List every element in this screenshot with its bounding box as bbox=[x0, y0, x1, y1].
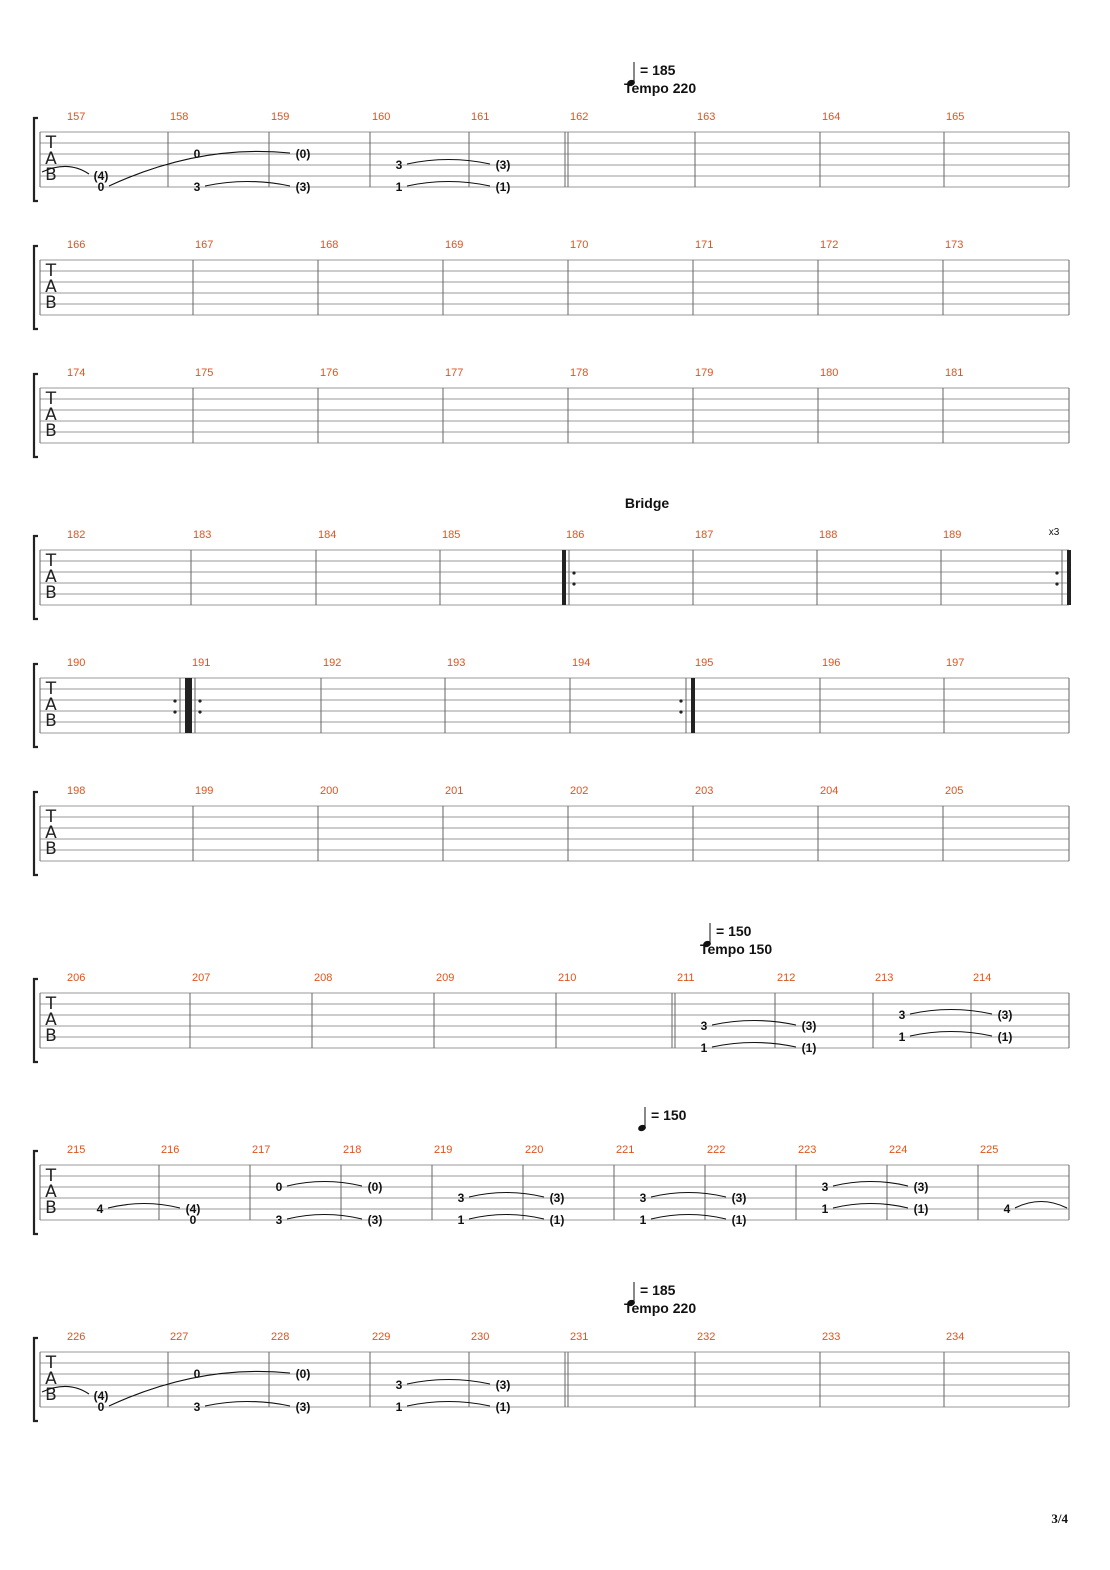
measure-number: 198 bbox=[67, 785, 86, 797]
page-number: 3/4 bbox=[1051, 1511, 1068, 1526]
tab-clef-letter: B bbox=[45, 711, 57, 731]
measure-number: 173 bbox=[945, 239, 964, 251]
fret-number: 3 bbox=[457, 1191, 465, 1205]
system-bracket bbox=[34, 118, 38, 201]
fret-number: (3) bbox=[997, 1008, 1013, 1022]
measure-number: 222 bbox=[707, 1144, 726, 1156]
measure-number: 169 bbox=[445, 239, 464, 251]
measure-number: 205 bbox=[945, 785, 964, 797]
fret-number: (4) bbox=[93, 1389, 109, 1403]
fret-number: (4) bbox=[93, 169, 109, 183]
system-bracket bbox=[34, 1151, 38, 1234]
tie-arc bbox=[712, 1043, 796, 1048]
tie-arc bbox=[651, 1215, 726, 1220]
fret-number: 4 bbox=[96, 1202, 104, 1216]
fret-number: 3 bbox=[821, 1180, 829, 1194]
measure-number: 203 bbox=[695, 785, 714, 797]
tempo-bpm: = 185 bbox=[640, 62, 676, 78]
fret-number: (1) bbox=[495, 180, 511, 194]
measure-number: 210 bbox=[558, 972, 577, 984]
measure-number: 230 bbox=[471, 1331, 490, 1343]
tab-clef-letter: T bbox=[45, 389, 57, 409]
tab-clef-letter: T bbox=[45, 994, 57, 1014]
repeat-dot bbox=[1055, 571, 1058, 574]
measure-number: 234 bbox=[946, 1331, 965, 1343]
tie-arc bbox=[205, 1402, 290, 1407]
measure-number: 208 bbox=[314, 972, 333, 984]
measure-number: 172 bbox=[820, 239, 839, 251]
fret-number: (3) bbox=[801, 1019, 817, 1033]
tab-clef-letter: B bbox=[45, 839, 57, 859]
tie-arc bbox=[407, 160, 490, 165]
fret-number: 1 bbox=[639, 1213, 647, 1227]
measure-number: 191 bbox=[192, 657, 211, 669]
measure-number: 221 bbox=[616, 1144, 635, 1156]
tie-arc bbox=[469, 1193, 544, 1198]
tab-clef-letter: A bbox=[45, 405, 57, 425]
measure-number: 181 bbox=[945, 367, 964, 379]
tie-arc bbox=[833, 1182, 908, 1187]
tab-clef-letter: A bbox=[45, 277, 57, 297]
fret-number: 3 bbox=[395, 158, 403, 172]
fret-number: 0 bbox=[193, 147, 201, 161]
measure-number: 164 bbox=[822, 111, 841, 123]
repeat-dot bbox=[198, 710, 201, 713]
tab-clef-letter: B bbox=[45, 1385, 57, 1405]
measure-number: 199 bbox=[195, 785, 214, 797]
tab-clef-letter: B bbox=[45, 293, 57, 313]
tie-arc bbox=[205, 182, 290, 187]
tab-clef-letter: B bbox=[45, 1198, 57, 1218]
fret-number: (3) bbox=[495, 1378, 511, 1392]
tab-clef-letter: T bbox=[45, 679, 57, 699]
repeat-dot bbox=[173, 710, 176, 713]
tab-clef-letter: A bbox=[45, 823, 57, 843]
measure-number: 163 bbox=[697, 111, 716, 123]
tab-clef-letter: A bbox=[45, 695, 57, 715]
tie-arc bbox=[407, 1402, 490, 1407]
repeat-dot bbox=[679, 710, 682, 713]
measure-number: 225 bbox=[980, 1144, 999, 1156]
fret-number: (3) bbox=[367, 1213, 383, 1227]
fret-number: (0) bbox=[295, 1367, 311, 1381]
fret-number: (0) bbox=[367, 1180, 383, 1194]
tie-arc-outgoing bbox=[1015, 1202, 1067, 1209]
measure-number: 196 bbox=[822, 657, 841, 669]
measure-number: 159 bbox=[271, 111, 290, 123]
tie-arc bbox=[108, 1204, 180, 1209]
measure-number: 227 bbox=[170, 1331, 189, 1343]
fret-number: 1 bbox=[898, 1030, 906, 1044]
tie-arc bbox=[407, 182, 490, 187]
measure-number: 165 bbox=[946, 111, 965, 123]
measure-number: 213 bbox=[875, 972, 894, 984]
fret-number: (3) bbox=[731, 1191, 747, 1205]
fret-number: 1 bbox=[457, 1213, 465, 1227]
section-marker: Bridge bbox=[624, 495, 670, 511]
measure-number: 189 bbox=[943, 529, 962, 541]
system-bracket bbox=[34, 536, 38, 619]
fret-number: (1) bbox=[801, 1041, 817, 1055]
measure-number: 211 bbox=[677, 972, 695, 984]
fret-number: 1 bbox=[395, 180, 403, 194]
repeat-dot bbox=[679, 699, 682, 702]
repeat-end-thick bbox=[185, 678, 189, 733]
measure-number: 201 bbox=[445, 785, 464, 797]
tie-arc bbox=[287, 1182, 362, 1187]
tempo-bpm: = 185 bbox=[640, 1282, 676, 1298]
tempo-label: Tempo 220 bbox=[624, 1300, 697, 1316]
measure-number: 206 bbox=[67, 972, 86, 984]
tab-system bbox=[34, 923, 1069, 1062]
measure-number: 177 bbox=[445, 367, 464, 379]
fret-number: (4) bbox=[185, 1202, 201, 1216]
fret-number: 0 bbox=[97, 1400, 105, 1414]
measure-number: 185 bbox=[442, 529, 461, 541]
tab-clef-letter: T bbox=[45, 807, 57, 827]
measure-number: 231 bbox=[570, 1331, 589, 1343]
measure-number: 168 bbox=[320, 239, 339, 251]
fret-number: 0 bbox=[189, 1213, 197, 1227]
fret-number: 3 bbox=[193, 1400, 201, 1414]
system-bracket bbox=[34, 1338, 38, 1421]
measure-number: 195 bbox=[695, 657, 714, 669]
tab-clef-letter: A bbox=[45, 1182, 57, 1202]
fret-number: 0 bbox=[193, 1367, 201, 1381]
measure-number: 160 bbox=[372, 111, 391, 123]
fret-number: 3 bbox=[275, 1213, 283, 1227]
fret-number: (3) bbox=[295, 1400, 311, 1414]
tempo-bpm: = 150 bbox=[716, 923, 752, 939]
measure-number: 202 bbox=[570, 785, 589, 797]
tab-system bbox=[34, 367, 1069, 457]
measure-number: 228 bbox=[271, 1331, 290, 1343]
tie-arc bbox=[287, 1215, 362, 1220]
fret-number: 1 bbox=[700, 1041, 708, 1055]
tempo-label: Tempo 150 bbox=[700, 941, 773, 957]
measure-number: 175 bbox=[195, 367, 214, 379]
system-bracket bbox=[34, 979, 38, 1062]
tab-system bbox=[34, 1107, 1069, 1234]
measure-number: 232 bbox=[697, 1331, 716, 1343]
measure-number: 217 bbox=[252, 1144, 271, 1156]
fret-number: (3) bbox=[913, 1180, 929, 1194]
measure-number: 229 bbox=[372, 1331, 391, 1343]
measure-number: 233 bbox=[822, 1331, 841, 1343]
measure-number: 212 bbox=[777, 972, 796, 984]
measure-number: 219 bbox=[434, 1144, 453, 1156]
measure-number: 226 bbox=[67, 1331, 86, 1343]
repeat-dot bbox=[572, 582, 575, 585]
fret-number: 3 bbox=[700, 1019, 708, 1033]
fret-number: 3 bbox=[193, 180, 201, 194]
fret-number: (1) bbox=[997, 1030, 1013, 1044]
repeat-end-thick bbox=[691, 678, 695, 733]
measure-number: 216 bbox=[161, 1144, 180, 1156]
repeat-dot bbox=[572, 571, 575, 574]
tempo-label: Tempo 220 bbox=[624, 80, 697, 96]
measure-number: 218 bbox=[343, 1144, 362, 1156]
tie-arc bbox=[469, 1215, 544, 1220]
measure-number: 193 bbox=[447, 657, 466, 669]
tempo-bpm: = 150 bbox=[651, 1107, 687, 1123]
measure-number: 197 bbox=[946, 657, 965, 669]
measure-number: 190 bbox=[67, 657, 86, 669]
measure-number: 179 bbox=[695, 367, 714, 379]
tie-arc bbox=[833, 1204, 908, 1209]
measure-number: 161 bbox=[471, 111, 490, 123]
tab-clef-letter: T bbox=[45, 1353, 57, 1373]
repeat-count: x3 bbox=[1048, 527, 1060, 538]
tie-arc bbox=[407, 1380, 490, 1385]
measure-number: 220 bbox=[525, 1144, 544, 1156]
measure-number: 180 bbox=[820, 367, 839, 379]
fret-number: 4 bbox=[1003, 1202, 1011, 1216]
tab-clef-letter: T bbox=[45, 551, 57, 571]
tab-clef-letter: T bbox=[45, 133, 57, 153]
tab-clef-letter: A bbox=[45, 567, 57, 587]
system-bracket bbox=[34, 246, 38, 329]
tab-system bbox=[34, 239, 1069, 329]
fret-number: 1 bbox=[821, 1202, 829, 1216]
measure-number: 187 bbox=[695, 529, 714, 541]
system-bracket bbox=[34, 792, 38, 875]
measure-number: 162 bbox=[570, 111, 589, 123]
tab-clef-letter: A bbox=[45, 149, 57, 169]
repeat-dot bbox=[1055, 582, 1058, 585]
tab-system bbox=[34, 495, 1071, 619]
tab-clef-letter: A bbox=[45, 1369, 57, 1389]
fret-number: 1 bbox=[395, 1400, 403, 1414]
measure-number: 182 bbox=[67, 529, 86, 541]
measure-number: 178 bbox=[570, 367, 589, 379]
system-bracket bbox=[34, 664, 38, 747]
fret-number: (1) bbox=[913, 1202, 929, 1216]
measure-number: 214 bbox=[973, 972, 992, 984]
tie-arc bbox=[910, 1032, 992, 1037]
fret-number: 3 bbox=[395, 1378, 403, 1392]
tab-clef-letter: T bbox=[45, 261, 57, 281]
measure-number: 224 bbox=[889, 1144, 908, 1156]
fret-number: (3) bbox=[549, 1191, 565, 1205]
fret-number: (1) bbox=[549, 1213, 565, 1227]
measure-number: 184 bbox=[318, 529, 337, 541]
fret-number: 3 bbox=[898, 1008, 906, 1022]
measure-number: 204 bbox=[820, 785, 839, 797]
measure-number: 215 bbox=[67, 1144, 86, 1156]
fret-number: 0 bbox=[275, 1180, 283, 1194]
measure-number: 183 bbox=[193, 529, 212, 541]
tab-clef-letter: B bbox=[45, 165, 57, 185]
measure-number: 158 bbox=[170, 111, 189, 123]
measure-number: 207 bbox=[192, 972, 211, 984]
fret-number: 3 bbox=[639, 1191, 647, 1205]
tie-arc bbox=[651, 1193, 726, 1198]
fret-number: (0) bbox=[295, 147, 311, 161]
fret-number: (1) bbox=[731, 1213, 747, 1227]
measure-number: 176 bbox=[320, 367, 339, 379]
measure-number: 171 bbox=[695, 239, 714, 251]
system-bracket bbox=[34, 374, 38, 457]
measure-number: 167 bbox=[195, 239, 214, 251]
measure-number: 170 bbox=[570, 239, 589, 251]
tab-system bbox=[34, 785, 1069, 875]
repeat-start-thick bbox=[562, 550, 566, 605]
fret-number: (3) bbox=[295, 180, 311, 194]
repeat-dot bbox=[173, 699, 176, 702]
measure-number: 209 bbox=[436, 972, 455, 984]
tab-system bbox=[34, 62, 1069, 201]
tab-system bbox=[34, 657, 1069, 747]
fret-number: (1) bbox=[495, 1400, 511, 1414]
tab-clef-letter: B bbox=[45, 421, 57, 441]
measure-number: 166 bbox=[67, 239, 86, 251]
tab-clef-letter: A bbox=[45, 1010, 57, 1030]
repeat-end-thick bbox=[1067, 550, 1071, 605]
measure-number: 194 bbox=[572, 657, 591, 669]
measure-number: 157 bbox=[67, 111, 86, 123]
measure-number: 186 bbox=[566, 529, 585, 541]
tab-clef-letter: T bbox=[45, 1166, 57, 1186]
measure-number: 174 bbox=[67, 367, 86, 379]
tab-system bbox=[34, 1282, 1069, 1421]
measure-number: 200 bbox=[320, 785, 339, 797]
repeat-dot bbox=[198, 699, 201, 702]
fret-number: 0 bbox=[97, 180, 105, 194]
tie-arc bbox=[712, 1021, 796, 1026]
measure-number: 188 bbox=[819, 529, 838, 541]
tab-clef-letter: B bbox=[45, 1026, 57, 1046]
measure-number: 192 bbox=[323, 657, 342, 669]
measure-number: 223 bbox=[798, 1144, 817, 1156]
tie-arc bbox=[910, 1010, 992, 1015]
tab-clef-letter: B bbox=[45, 583, 57, 603]
fret-number: (3) bbox=[495, 158, 511, 172]
